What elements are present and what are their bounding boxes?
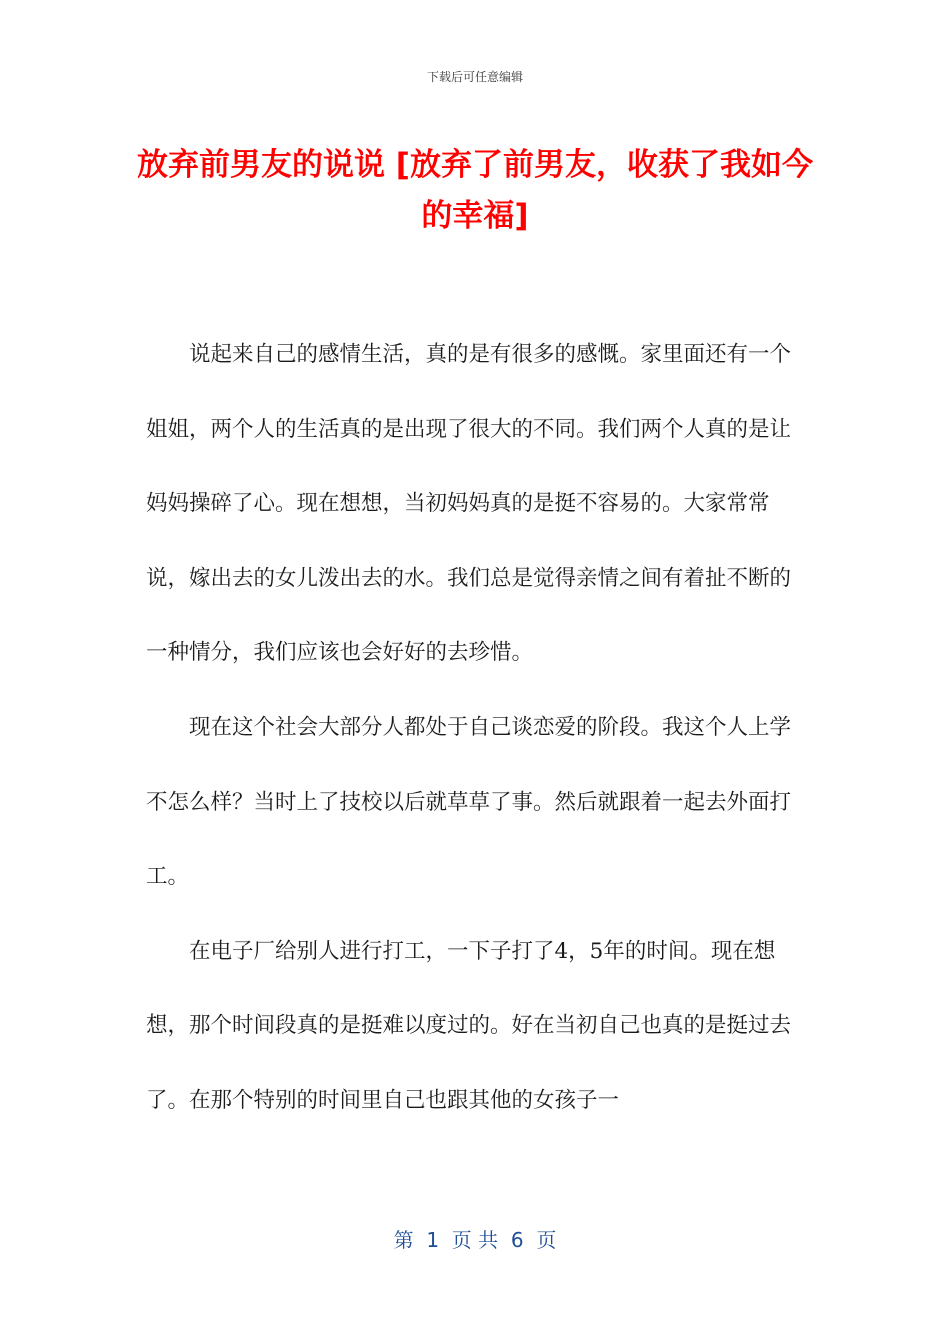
page-number-footer: 第 1 页 共 6 页 [393, 1228, 557, 1252]
paragraph: 说起来自己的感情生活，真的是有很多的感慨。家里面还有一个姐姐，两个人的生活真的是出现了很大的不同。我们两个人真的是让妈妈操碎了心。现在想想，当初妈妈真的是挺不容易的。大家常常说，嫁出去的女儿泼出去的水。我们总是觉得亲情之间有着扯不断的一种情分，我们应该也会好好的去珍惜。 [146, 342, 792, 666]
document-body [146, 318, 806, 1139]
header-note: 下载后可任意编辑 [426, 70, 523, 84]
document-title: 放弃前男友的说说 [放弃了前男友，收获了我如今的幸福] [137, 147, 813, 234]
paragraph: 在电子厂给别人进行打工，一下子打了4，5年的时间。现在想想，那个时间段真的是挺难以度过的。好在当初自己也真的是挺过去了。在那个特别的时间里自己也跟其他的女孩子一 [146, 938, 792, 1113]
paragraph: 现在这个社会大部分人都处于自己谈恋爱的阶段。我这个人上学不怎么样？当时上了技校以后就草草了事。然后就跟着一起去外面打工。 [146, 714, 792, 890]
